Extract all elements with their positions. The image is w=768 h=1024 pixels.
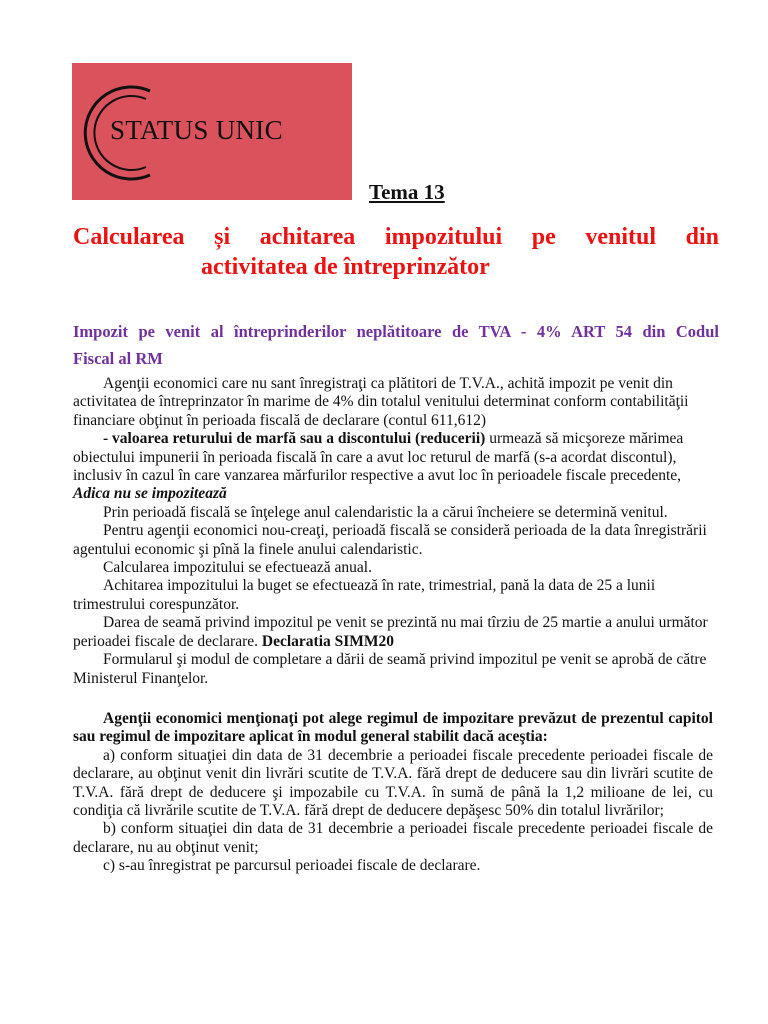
paragraph <box>73 430 713 504</box>
paragraph-text: Darea de seamă privind impozitul pe venit se prezintă nu mai tîrziu de 25 martie a anului următor perioadei fiscale de declarare. <box>73 614 708 650</box>
paragraph: Achitarea impozitului la buget se efectuează în rate, trimestrial, pană la data de 25 a lunii trimestrului corespunzător. <box>73 577 656 613</box>
page-title <box>73 222 719 282</box>
list-item: b) conform situaţiei din data de 31 decembrie a perioadei fiscale precedente perioadei fiscale de declarare, nu au obţinut venit; <box>73 820 713 856</box>
paragraph <box>73 614 713 651</box>
list-item: c) s-au înregistrat pe parcursul perioadei fiscale de declarare. <box>103 857 481 875</box>
paragraph: Prin perioadă fiscală se înţelege anul calendaristic la a cărui încheiere se determină venitul. <box>103 503 668 521</box>
paragraph: Pentru agenţii economici nou-creaţi, perioadă fiscală se consideră perioada de la data înregistrării agentului economic şi pînă la finele anului calendaristic. <box>73 522 707 558</box>
subtitle-line-1: Impozit pe venit al întreprinderilor neplătitoare de TVA - 4% ART 54 din Codul <box>73 322 719 341</box>
list-item: a) conform situaţiei din data de 31 decembrie a perioadei fiscale precedente perioadei fiscale de declarare, au obţinut venit din livrări scutite de T.V.A. fără drept de deducere sau din livrări scutite de T.V.A. fără drept de deducere şi impozabile cu T.V.A. în sumă de până la 1,2 milioane de lei, cu condiţia că livrările scutite de T.V.A. fără drept de deducere depăşesc 50% din totalul livrărilor; <box>73 746 713 819</box>
logo-text: STATUS UNIC <box>110 115 283 145</box>
document-body <box>73 375 713 876</box>
paragraph: Formularul şi modul de completare a dării de seamă privind impozitul pe venit se aprobă de către Ministerul Finanţelor. <box>73 651 707 687</box>
bold-text: - valoarea returului de marfă sau a discontului (reducerii) <box>103 430 486 448</box>
subtitle-line-2: Fiscal al RM <box>73 349 163 368</box>
paragraph: Calcularea impozitului se efectuează anual. <box>103 559 372 577</box>
section-heading <box>73 318 719 372</box>
paragraph-text: urmează să micşoreze mărimea obiectului impunerii în perioada fiscală în care a avut loc returul de marfă (s-a acordat discontul), inclusiv în cazul în care vanzarea mărfurilor respective a avut loc în perioadele fiscale precedente, <box>73 430 684 485</box>
paragraph: Agenţii economici care nu sant înregistraţi ca plătitori de T.V.A., achită impozit pe venit din activitatea de întreprinzator în marime de 4% din totalul venitului determinat conform contabilităţii financiare obţinut în perioada fiscală de declarare (contul 611,612) <box>73 375 689 429</box>
title-line-1: Calcularea și achitarea impozitului pe venitul din <box>73 224 719 250</box>
status-unic-logo <box>72 63 352 200</box>
spacer <box>73 688 713 710</box>
section-intro: Agenţii economici menţionaţi pot alege regimul de impozitare prevăzut de prezentul capitol sau regimul de impozitare aplicat în modul general stabilit dacă aceştia: <box>73 709 713 746</box>
title-line-2: activitatea de întreprinzător <box>201 254 490 280</box>
emphasis-text: Adica nu se impozitează <box>73 485 227 503</box>
lesson-number: Tema 13 <box>369 180 445 204</box>
declaration-name: Declaratia SIMM20 <box>261 632 395 650</box>
